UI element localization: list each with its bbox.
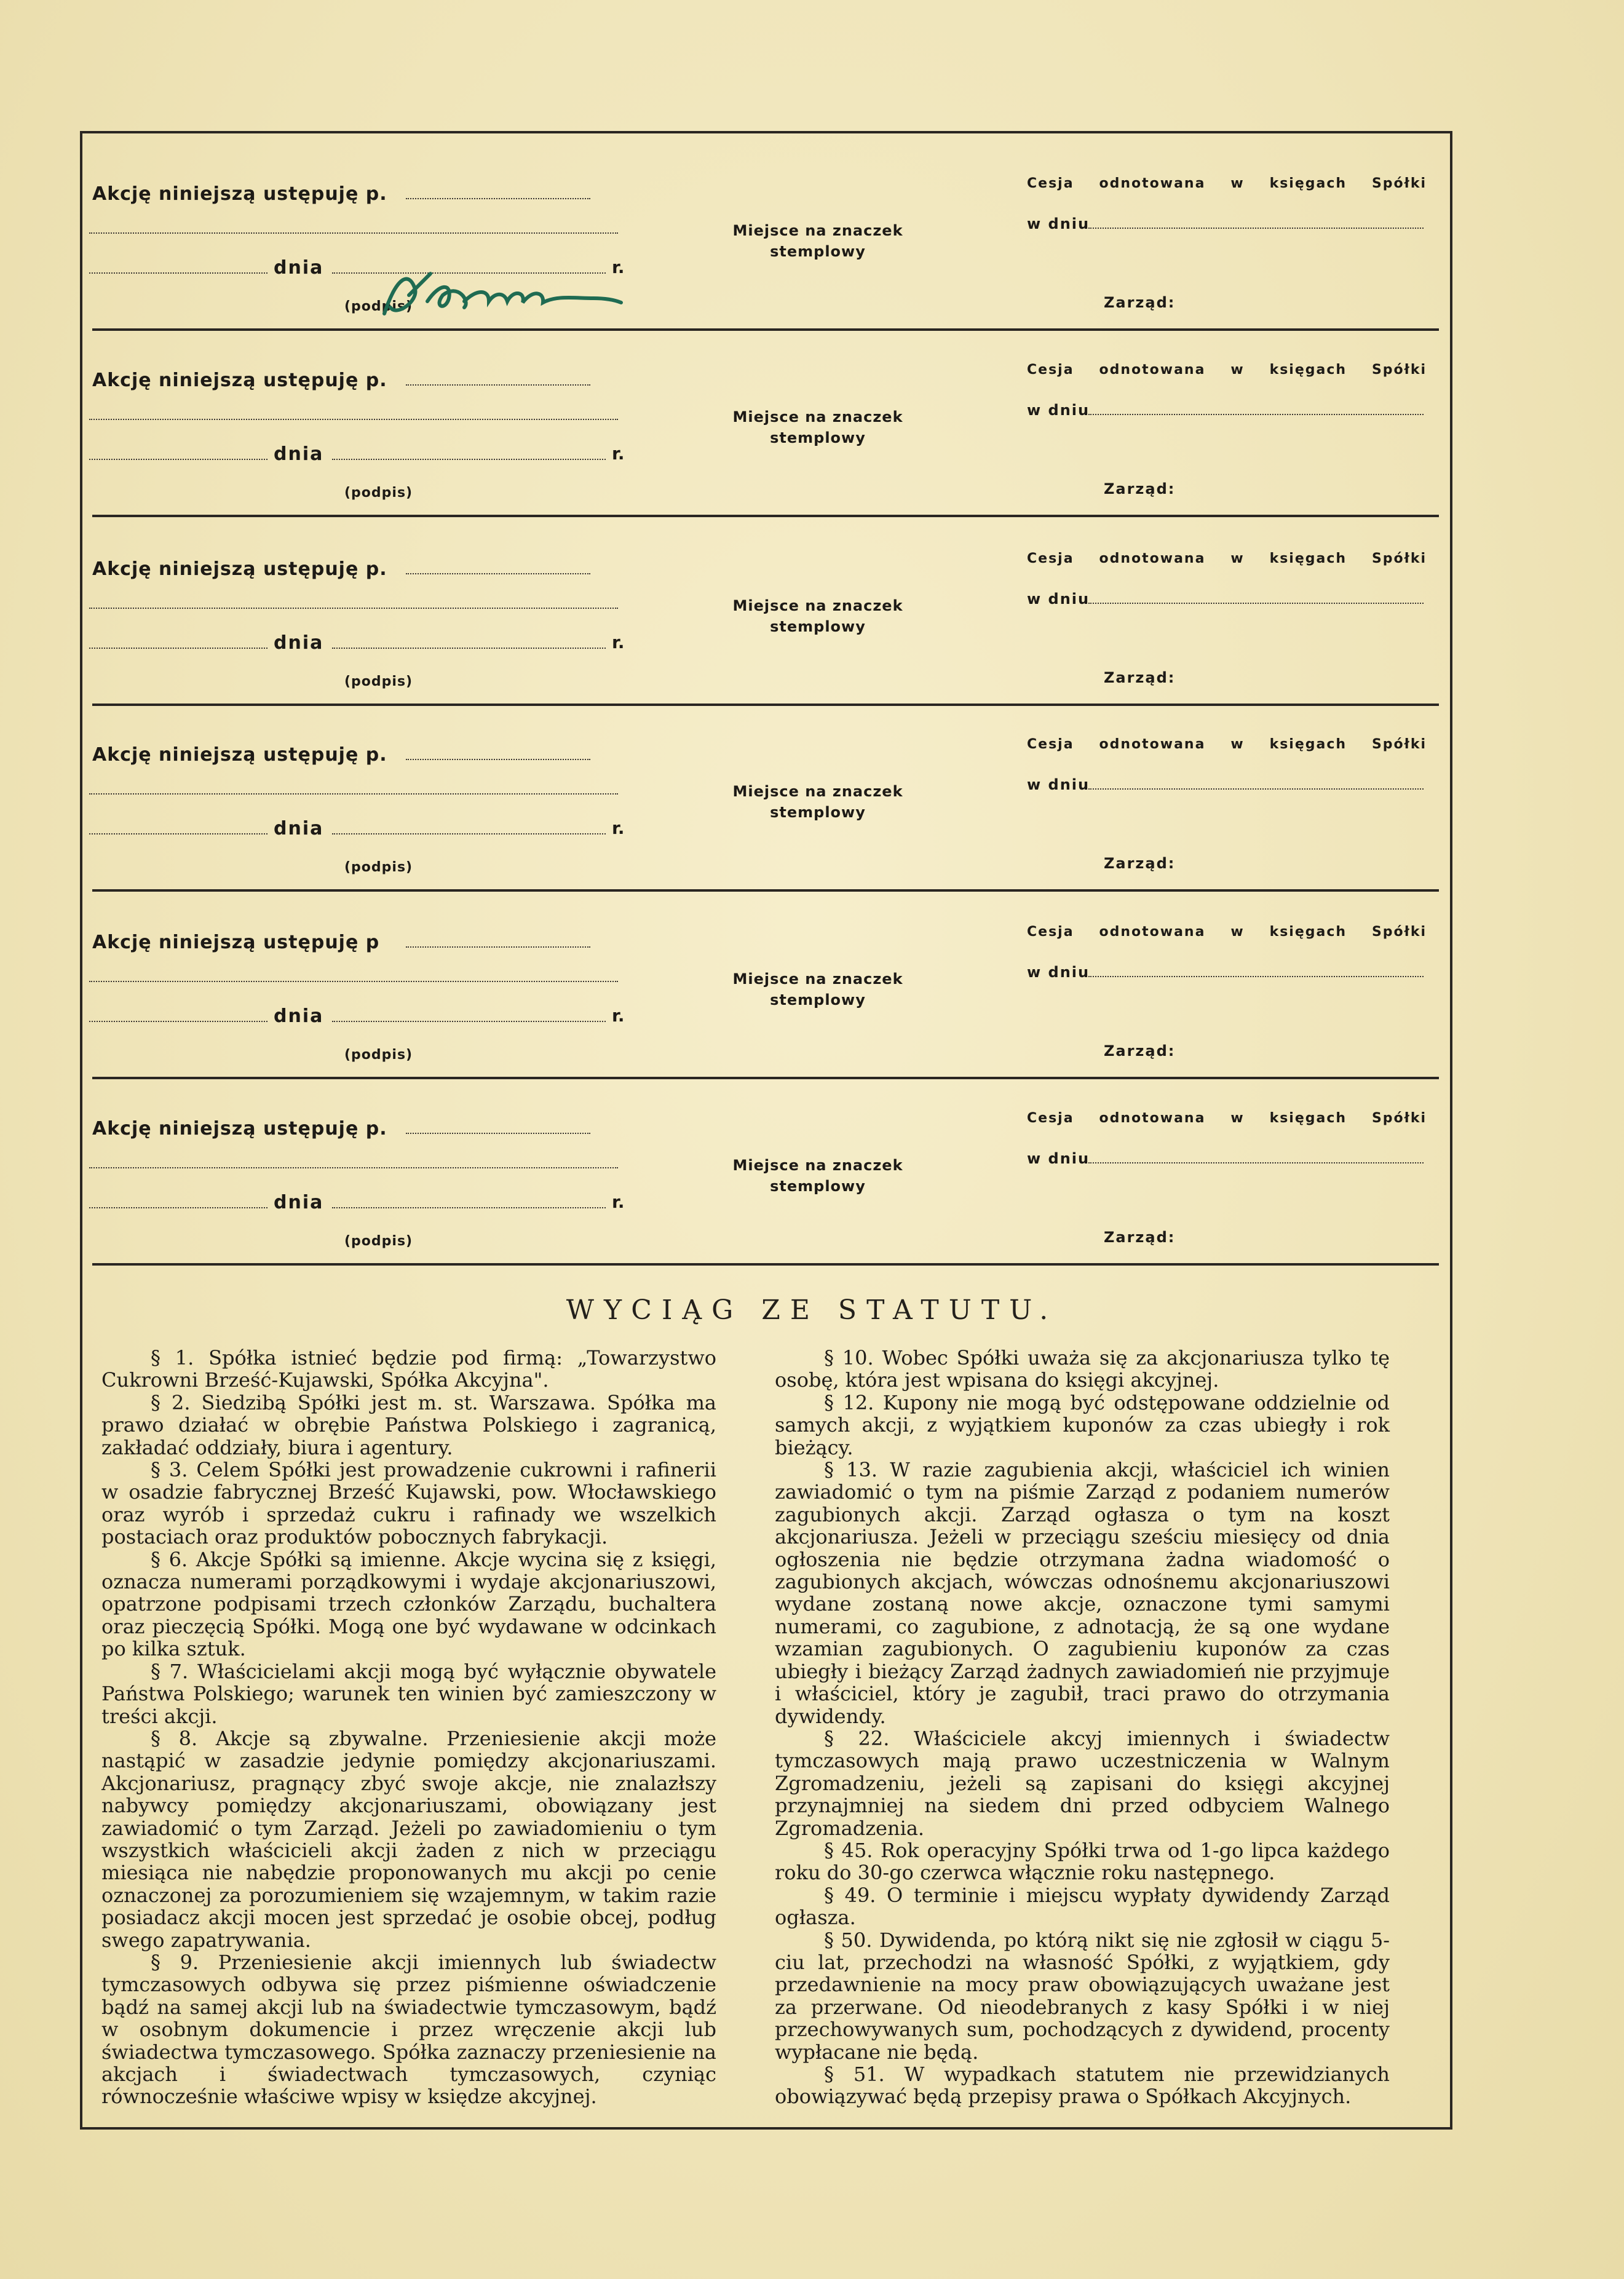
statute-paragraph: § 6. Akcje Spółki są imienne. Akcje wycina się z księgi, oznacza numerami porządkowymi i wydaje akcjonariuszowi, opatrzone podpisami trzech członków Zarządu, buchaltera oraz pieczęcią Spółki. Mogą one być wydawane w odcinkach po kilka sztuk. — [101, 1547, 716, 1661]
place-field[interactable] — [89, 833, 267, 834]
cesja-word: Spółki — [1371, 924, 1427, 940]
cesja-word: Spółki — [1371, 362, 1427, 378]
statute-title: WYCIĄG ZE STATUTU. — [566, 1294, 1058, 1326]
registration-date-field[interactable] — [1088, 603, 1424, 604]
statute-paragraph: § 10. Wobec Spółki uważa się za akcjonariusza tylko tę osobę, która jest wpisana do księgi akcyjnej. — [775, 1346, 1390, 1392]
cesja-word: Spółki — [1371, 176, 1427, 191]
section-divider — [92, 1077, 1439, 1079]
year-label: r. — [612, 1192, 625, 1212]
board-label: Zarząd: — [1104, 1042, 1176, 1060]
signature-label: (podpis) — [344, 674, 413, 689]
date-field[interactable] — [332, 648, 606, 649]
cesja-word: Cesja — [1027, 924, 1074, 940]
statute-paragraph: § 45. Rok operacyjny Spółki trwa od 1-go lipca każdego roku do 30-go czerwca włącznie roku następnego. — [775, 1838, 1390, 1885]
year-label: r. — [612, 818, 625, 838]
signature-label: (podpis) — [344, 860, 413, 875]
statute-paragraph: § 1. Spółka istnieć będzie pod firmą: „Towarzystwo Cukrowni Brześć-Kujawski, Spółka Akcyjna". — [101, 1346, 716, 1392]
cesja-label — [1027, 362, 1427, 378]
transferee-name-field[interactable] — [406, 1133, 590, 1134]
transferee-name-field[interactable] — [406, 384, 590, 386]
statute-paragraph: § 13. W razie zagubienia akcji, właściciel ich winien zawiadomić o tym na piśmie Zarząd z podaniem numerów zagubionych akcji. Zarząd ogłasza o tym na koszt akcjonariusza. Jeżeli w przeciągu sześciu miesięcy od dnia ogłoszenia nie będzie otrzymana żadna wiadomość o zagubionych akcjach, wówczas odnośnemu akcjonariuszowi wydane zostaną nowe akcje, oznaczone tymi samymi numerami, co zagubione, z adnotacją, że są one wydane wzamian zagubionych. O zagubieniu kuponów za czas ubiegły i bieżący Zarząd żadnych zawiadomień nie przyjmuje i właściciel, który je zagubił, traci prawo do otrzymania dywidendy. — [775, 1458, 1390, 1728]
transferee-name-field[interactable] — [406, 573, 590, 574]
stamp-place-label: Miejsce na znaczek stemplowy — [732, 783, 903, 821]
place-field[interactable] — [89, 1021, 267, 1022]
section-divider — [92, 889, 1439, 892]
place-field[interactable] — [89, 459, 267, 460]
place-field[interactable] — [89, 272, 267, 274]
cession-form — [89, 1081, 1442, 1266]
cession-form — [89, 146, 1442, 331]
cesja-word: Cesja — [1027, 551, 1074, 566]
statute-paragraph: § 9. Przeniesienie akcji imiennych lub świadectw tymczasowych odbywa się przez piśmienne oświadczenie bądź na samej akcji lub na świadectwie tymczasowym, bądź w osobnym dokumencie i przez wręczenie akcji lub świadectwa tymczasowego. Spółka zaznaczy przeniesienie na akcjach i świadectwach tymczasowych, czyniąc równocześnie właściwe wpisy w księdze akcyjnej. — [101, 1950, 716, 2109]
stamp-place-label: Miejsce na znaczek stemplowy — [732, 970, 903, 1009]
cession-heading: Akcję niniejszą ustępuję p — [92, 932, 380, 953]
statute-paragraph: § 50. Dywidenda, po którą nikt się nie zgłosił w ciągu 5-ciu lat, przechodzi na własność Spółki, z wyjątkiem, gdy przedawnienie na mocy praw obowiązujących uważane jest za przerwane. Od nieodebranych z kasy Spółki i w niej przechowywanych sum, pochodzących z dywidend, procenty wypłacane nie będą. — [775, 1928, 1390, 2064]
registration-date-field[interactable] — [1088, 976, 1424, 977]
dnia-label: dnia — [274, 632, 324, 654]
cesja-word: Cesja — [1027, 362, 1074, 378]
transferee-line-field[interactable] — [89, 608, 618, 609]
cesja-label — [1027, 1111, 1427, 1126]
cesja-word: w — [1230, 1111, 1245, 1126]
dnia-label: dnia — [274, 1192, 324, 1213]
transferee-line-field[interactable] — [89, 232, 618, 234]
statute-paragraph: § 3. Celem Spółki jest prowadzenie cukrowni i rafinerii w osadzie fabrycznej Brześć Kujawski, pow. Włocławskiego oraz wyrób i sprzedaż cukru i rafinady we wszelkich postaciach oraz produktów pobocznych fabrykacji. — [101, 1458, 716, 1549]
section-divider — [92, 704, 1439, 706]
place-field[interactable] — [89, 1207, 267, 1208]
board-label: Zarząd: — [1104, 1229, 1176, 1246]
cession-heading: Akcję niniejszą ustępuję p. — [92, 183, 387, 205]
year-label: r. — [612, 1005, 625, 1026]
section-divider — [92, 328, 1439, 331]
transferee-name-field[interactable] — [406, 198, 590, 199]
cesja-label — [1027, 551, 1427, 566]
cesja-label — [1027, 176, 1427, 191]
section-divider — [92, 515, 1439, 517]
cesja-word: Spółki — [1371, 737, 1427, 752]
cession-form — [89, 521, 1442, 706]
registration-date-field[interactable] — [1088, 788, 1424, 790]
date-field[interactable] — [332, 459, 606, 460]
cesja-word: księgach — [1269, 737, 1347, 752]
dnia-label: dnia — [274, 1005, 324, 1027]
cesja-word: w — [1230, 362, 1245, 378]
cesja-word: w — [1230, 176, 1245, 191]
cesja-word: w — [1230, 737, 1245, 752]
transferee-name-field[interactable] — [406, 759, 590, 760]
year-label: r. — [612, 257, 625, 277]
statute-paragraph: § 12. Kupony nie mogą być odstępowane oddzielnie od samych akcji, z wyjątkiem kuponów za czas ubiegły i rok bieżący. — [775, 1390, 1390, 1459]
statute-paragraph: § 22. Właściciele akcyj imiennych i świadectw tymczasowych mają prawo uczestniczenia w Walnym Zgromadzeniu, jeżeli są zapisani do księgi akcyjnej przynajmniej na siedem dni przed odbyciem Walnego Zgromadzenia. — [775, 1726, 1390, 1840]
date-field[interactable] — [332, 833, 606, 834]
cession-heading: Akcję niniejszą ustępuję p. — [92, 744, 387, 766]
stamp-place-label: Miejsce na znaczek stemplowy — [732, 1157, 903, 1195]
statute-paragraph: § 2. Siedzibą Spółki jest m. st. Warszawa. Spółka ma prawo działać w obrębie Państwa Polskiego i zagranicą, zakładać oddziały, biura i agentury. — [101, 1390, 716, 1459]
signature-label: (podpis) — [344, 299, 413, 314]
cesja-word: w — [1230, 551, 1245, 566]
cesja-word: Cesja — [1027, 176, 1074, 191]
transferee-line-field[interactable] — [89, 793, 618, 795]
date-field[interactable] — [332, 1021, 606, 1022]
statute-left-column — [101, 1347, 716, 2108]
cesja-label — [1027, 924, 1427, 940]
cesja-word: odnotowana — [1099, 1111, 1206, 1126]
cesja-word: Cesja — [1027, 737, 1074, 752]
cession-heading: Akcję niniejszą ustępuję p. — [92, 370, 387, 391]
w-dniu-label: w dniu — [1027, 590, 1090, 608]
cession-form — [89, 333, 1442, 517]
signature-label: (podpis) — [344, 1047, 413, 1063]
board-label: Zarząd: — [1104, 480, 1176, 497]
cession-heading: Akcję niniejszą ustępuję p. — [92, 558, 387, 580]
cesja-word: odnotowana — [1099, 737, 1206, 752]
cession-form — [89, 895, 1442, 1079]
w-dniu-label: w dniu — [1027, 1150, 1090, 1167]
cesja-label — [1027, 737, 1427, 752]
stamp-place-label: Miejsce na znaczek stemplowy — [732, 408, 903, 446]
cession-form — [89, 707, 1442, 892]
board-label: Zarząd: — [1104, 669, 1176, 686]
cesja-word: księgach — [1269, 176, 1347, 191]
statute-paragraph: § 8. Akcje są zbywalne. Przeniesienie akcji może nastąpić w zasadzie jedynie pomiędzy akcjonariuszami. Akcjonariusz, pragnący zbyć swoje akcje, nie znalazłszy nabywcy pomiędzy akcjonariuszami, obowiązany jest zawiadomić o tym Zarząd. Jeżeli po zawiadomieniu o tym wszystkich właścicieli akcji żaden z nich w przeciągu miesiąca nie nabędzie proponowanych mu akcji po cenie oznaczonej za porozumieniem się wzajemnym, w takim razie posiadacz akcji mocen jest sprzedać je osobie obcej, podług swego zapatrywania. — [101, 1726, 716, 1952]
w-dniu-label: w dniu — [1027, 402, 1090, 419]
registration-date-field[interactable] — [1088, 1162, 1424, 1163]
statute-paragraph: § 51. W wypadkach statutem nie przewidzianych obowiązywać będą przepisy prawa o Spółkach Akcyjnych. — [775, 2063, 1390, 2109]
year-label: r. — [612, 443, 625, 464]
w-dniu-label: w dniu — [1027, 776, 1090, 793]
cesja-word: księgach — [1269, 1111, 1347, 1126]
registration-date-field[interactable] — [1088, 414, 1424, 415]
handwritten-signature — [372, 264, 624, 326]
transferee-line-field[interactable] — [89, 419, 618, 420]
place-field[interactable] — [89, 648, 267, 649]
dnia-label: dnia — [274, 818, 324, 839]
cesja-word: odnotowana — [1099, 362, 1206, 378]
cesja-word: księgach — [1269, 362, 1347, 378]
cesja-word: Spółki — [1371, 1111, 1427, 1126]
board-label: Zarząd: — [1104, 294, 1176, 311]
transferee-line-field[interactable] — [89, 981, 618, 982]
cesja-word: odnotowana — [1099, 176, 1206, 191]
statute-paragraph: § 49. O terminie i miejscu wypłaty dywidendy Zarząd ogłasza. — [775, 1883, 1390, 1930]
cesja-word: Spółki — [1371, 551, 1427, 566]
statute-paragraph: § 7. Właścicielami akcji mogą być wyłącznie obywatele Państwa Polskiego; warunek ten winien być zamieszczony w treści akcji. — [101, 1659, 716, 1728]
date-field[interactable] — [332, 1207, 606, 1208]
transferee-name-field[interactable] — [406, 946, 590, 948]
cesja-word: odnotowana — [1099, 551, 1206, 566]
registration-date-field[interactable] — [1088, 228, 1424, 229]
statute-right-column — [775, 1347, 1390, 2108]
section-divider — [92, 1263, 1439, 1266]
w-dniu-label: w dniu — [1027, 964, 1090, 981]
year-label: r. — [612, 632, 625, 652]
stamp-place-label: Miejsce na znaczek stemplowy — [732, 222, 903, 260]
signature-label: (podpis) — [344, 1234, 413, 1249]
w-dniu-label: w dniu — [1027, 215, 1090, 232]
board-label: Zarząd: — [1104, 855, 1176, 872]
dnia-label: dnia — [274, 257, 324, 279]
cession-heading: Akcję niniejszą ustępuję p. — [92, 1118, 387, 1140]
stamp-place-label: Miejsce na znaczek stemplowy — [732, 597, 903, 635]
cesja-word: księgach — [1269, 551, 1347, 566]
cesja-word: odnotowana — [1099, 924, 1206, 940]
cesja-word: Cesja — [1027, 1111, 1074, 1126]
cesja-word: w — [1230, 924, 1245, 940]
signature-label: (podpis) — [344, 485, 413, 501]
transferee-line-field[interactable] — [89, 1167, 618, 1168]
cesja-word: księgach — [1269, 924, 1347, 940]
dnia-label: dnia — [274, 443, 324, 465]
